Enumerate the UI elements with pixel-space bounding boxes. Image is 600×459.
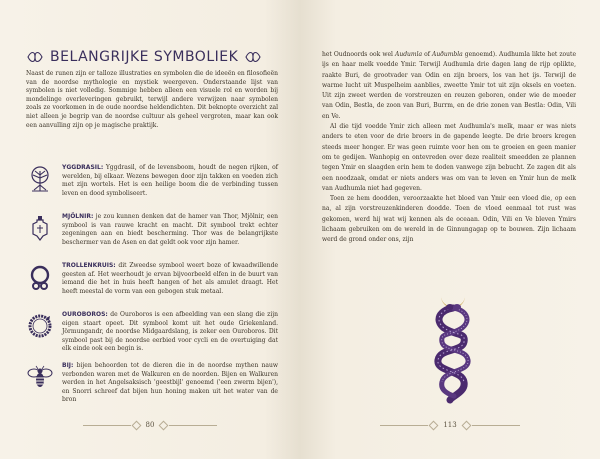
knot-ornament-right-icon xyxy=(244,50,262,64)
section-heading xyxy=(26,46,276,68)
entry-yggdrasil xyxy=(26,164,278,198)
right-page xyxy=(300,0,600,459)
footer-rule xyxy=(380,425,428,426)
intro-paragraph: Naast de runen zijn er talloze illustraties en symbolen die de ideeën en filosofieën van de noordse mythologie en mystiek weergeven. Onderstaande lijst van symbolen is niet volledig. Sommige hebben alleen een visuele rol en worden bij mondelinge overleveringen gebruikt, terwijl andere verwijzen naar symbolen zoals ze voorkomen in de oude noordse heldendichten. Dit beknopte overzicht zal niet alleen je begrip van de noordse cultuur als geheel vergroten, maar kan ook een aanvulling zijn op je magische praktijk. xyxy=(26,70,278,129)
hammer-icon xyxy=(26,214,54,242)
body-text xyxy=(322,50,576,246)
paragraph-1: het Oudnoords ook wel Audumla of Auðumbla genoemd). Audhumla likte het zoute ijs en haar melk voedde Ymir. Terwijl Audhumla drie dagen lang de rijp oplikte, raakte Buri, de grootvader van Odin en zijn broers, los van het ijs. Terwijl de warme lucht uit Muspelheim aanblies, zweette Ymir tot uit zijn oksels en voeten. Uit zijn zweet werden de vorstreuzen en reuzen geboren, onder wie de moeder van Odin, Bestla, de zoon van Buri, Burrm, en de drie zonen van Bestla: Odin, Vili en Ve. xyxy=(322,51,576,120)
entry-text: YGGDRASIL: Yggdrasil, of de levensboom, houdt de negen rijken, of werelden, bij elkaar. Wezens bewegen door zijn takken en voeden zich met zijn wortels. Het is een heilige boom die de verbinding tussen leven en dood symboliseert. xyxy=(62,164,278,197)
page-number: 113 xyxy=(443,421,457,429)
footer-diamond xyxy=(131,420,141,430)
footer-rule xyxy=(472,425,520,426)
bee-icon xyxy=(26,363,54,391)
knot-ornament-left-icon xyxy=(26,50,44,64)
page-title: BELANGRIJKE SYMBOLIEK xyxy=(50,49,239,65)
entry-text: MJÖLNIR: je zou kunnen denken dat de hamer van Thor, Mjölnir, een symbool is van rauwe kracht en macht. Dit symbool trekt echter zegeningen aan en biedt bescherming. Thor was de belangrijkste beschermer van de Asen en dat geldt ook voor zijn hamer. xyxy=(62,213,278,246)
tree-icon xyxy=(26,165,54,193)
footer-rule xyxy=(83,425,131,426)
paragraph-3: Toen ze hem doodden, veroorzaakte het bloed van Ymir een vloed die, op een na, al zijn vorstreuzenkinderen doodde. Toen de vloed eenmaal tot rust was gekomen, werd hij wat wij kennen als de oceaan. Odin, Vili en Ve bleven Ymirs lichaam gebruiken om de wereld in de Ginnungagap op te bouwen. Zijn lichaam werd de grond onder ons, zijn xyxy=(322,195,576,244)
paragraph-2: Al die tijd voedde Ymir zich alleen met Audhumla's melk, maar er was niets anders te eten voor de drie broers in de gapende leegte. De drie broers kregen steeds meer honger. Er was geen ruimte voor hen om te groeien en geen manier om te gedijen. Wanhopig en ontevreden over deze realiteit smeedden ze plannen tegen Ymir en slaagden erin hem te doden vanwege zijn bebucht. Ze zagen dit als een noodzaak, omdat er niets anders was om van te leven en Ymir hun de melk van Audhumla niet had gegeven. xyxy=(322,123,576,192)
page-number: 80 xyxy=(145,421,155,429)
footer-diamond xyxy=(429,420,439,430)
page-footer-right xyxy=(300,418,600,432)
entry-bij xyxy=(26,362,278,405)
troll-cross-icon xyxy=(26,263,54,291)
footer-diamond xyxy=(461,420,471,430)
entry-mjolnir xyxy=(26,213,278,247)
footer-rule xyxy=(169,425,217,426)
ouroboros-icon xyxy=(26,312,54,340)
entry-trollenkruis xyxy=(26,262,278,296)
serpent-moon-illustration-icon xyxy=(420,286,486,404)
page-footer-left xyxy=(0,418,300,432)
entry-text: BIJ: bijen behoorden tot de dieren die in de noordse mythen nauw verbonden waren met de Walkuren en de noorden. Bijen en Walkuren werden in het Angelsaksisch 'geestbijl' genoemd ('een zwerm bijen'), en Snorri schreef dat bijen hun honing maken uit het water van de bron xyxy=(62,362,278,404)
entry-ouroboros xyxy=(26,311,278,354)
entry-text: OUROBOROS: de Ouroboros is een afbeelding van een slang die zijn eigen staart opeet. Dit symbool komt uit het oude Griekenland. Jörmungandr, de noordse Midgaardslang, is zeker een Ouroboros. Dit symbool past bij de noordse eerbied voor cycli en de overtuiging dat elk einde ook een begin is. xyxy=(62,311,278,353)
entry-text: TROLLENKRUIS: dit Zweedse symbool weert boze of kwaadwillende geesten af. Het weerhoudt je ervan bijvoorbeeld elfen in de buurt van iemand die het in huis heeft hangen of het als amulet draagt. Het heeft meestal de vorm van een gebogen stuk metaal. xyxy=(62,262,278,295)
footer-diamond xyxy=(159,420,169,430)
